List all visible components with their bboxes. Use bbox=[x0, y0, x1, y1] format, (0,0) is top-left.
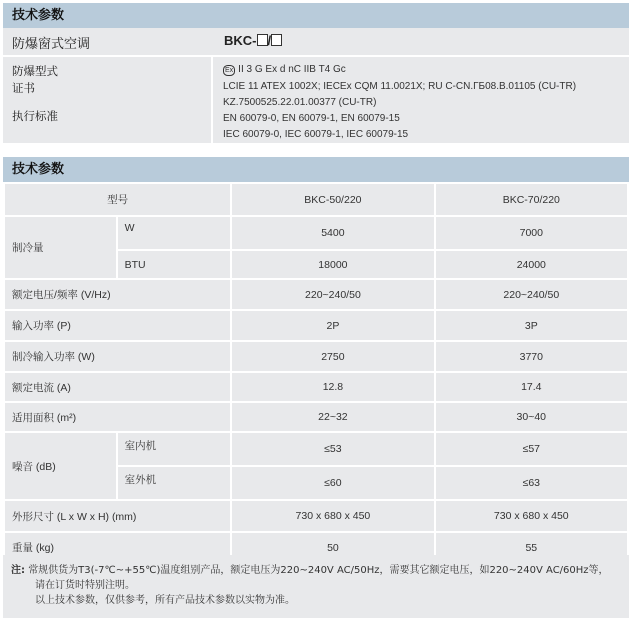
standard-value-1: EN 60079-0, EN 60079-1, EN 60079-15 bbox=[223, 113, 400, 124]
section-header-1: 技术参数 bbox=[3, 3, 629, 28]
table-row bbox=[4, 341, 628, 372]
table-row bbox=[4, 372, 628, 402]
certification-block bbox=[3, 57, 629, 143]
note-prefix: 注: bbox=[11, 565, 25, 576]
model-1: BKC-50/220 bbox=[231, 183, 434, 216]
divider bbox=[211, 57, 213, 143]
table-row bbox=[4, 216, 628, 250]
model-header: 型号 bbox=[4, 183, 231, 216]
cooling-label: 制冷量 bbox=[4, 216, 117, 279]
row-label: 适用面积 (m²) bbox=[4, 402, 231, 432]
standard-value-2: IEC 60079-0, IEC 60079-1, IEC 60079-15 bbox=[223, 129, 409, 140]
note-line-3: 以上技术参数，仅供参考，所有产品技术参数以实物为准。 bbox=[35, 595, 295, 606]
cell: 50 bbox=[231, 532, 434, 563]
row-label: 输入功率 (P) bbox=[4, 310, 231, 341]
cell: 3P bbox=[435, 310, 628, 341]
cell: 2750 bbox=[231, 341, 434, 372]
cell: 2P bbox=[231, 310, 434, 341]
unit-label: W bbox=[117, 216, 232, 250]
placeholder-box-icon bbox=[271, 34, 282, 46]
cell: 220~240/50 bbox=[435, 279, 628, 310]
row-label: 额定电压/频率 (V/Hz) bbox=[4, 279, 231, 310]
cell: 24000 bbox=[435, 250, 628, 279]
table-row bbox=[4, 279, 628, 310]
model-2: BKC-70/220 bbox=[435, 183, 628, 216]
table-row bbox=[4, 432, 628, 466]
table-row bbox=[4, 310, 628, 341]
spec-table bbox=[3, 182, 629, 564]
cell: ≤63 bbox=[435, 466, 628, 500]
model-sep: / bbox=[267, 33, 272, 48]
cell: 30~40 bbox=[435, 402, 628, 432]
label-standard: 执行标准 bbox=[12, 109, 58, 123]
footnote bbox=[3, 555, 629, 618]
note-line-1: 常规供货为T3(-7℃~+55℃)温度组别产品，额定电压为220~240V AC/50Hz，需要其它额定电压，如220~240V AC/60Hz等， bbox=[28, 565, 609, 576]
certificate-value-2: KZ.7500525.22.01.00377 (CU-TR) bbox=[223, 97, 377, 108]
table-row bbox=[4, 402, 628, 432]
unit-label: 室内机 bbox=[117, 432, 232, 466]
cell: 17.4 bbox=[435, 372, 628, 402]
explosion-type-value: II 3 G Ex d nC IIB T4 Gc bbox=[238, 64, 346, 75]
table-row bbox=[4, 500, 628, 532]
product-label: 防爆窗式空调 bbox=[12, 37, 91, 52]
row-label: 外形尺寸 (L x W x H) (mm) bbox=[4, 500, 231, 532]
cell: 730 x 680 x 450 bbox=[231, 500, 434, 532]
row-label: 制冷输入功率 (W) bbox=[4, 341, 231, 372]
cell: 7000 bbox=[435, 216, 628, 250]
cell: 55 bbox=[435, 532, 628, 563]
cell: 22~32 bbox=[231, 402, 434, 432]
cell: 730 x 680 x 450 bbox=[435, 500, 628, 532]
certificate-value-1: LCIE 11 ATEX 1002X; IECEx CQM 11.0021X; RU C-CN.ГБ08.B.01105 (CU-TR) bbox=[223, 81, 577, 92]
note-line-2: 请在订货时特别注明。 bbox=[35, 580, 135, 591]
unit-label: 室外机 bbox=[117, 466, 232, 500]
table-row bbox=[4, 183, 628, 216]
cell: ≤57 bbox=[435, 432, 628, 466]
cell: ≤60 bbox=[231, 466, 434, 500]
product-model bbox=[224, 33, 282, 48]
row-label: 重量 (kg) bbox=[4, 532, 231, 563]
model-prefix: BKC- bbox=[224, 33, 257, 48]
ex-mark-icon: Ex bbox=[225, 67, 234, 74]
label-explosion-type: 防爆型式 bbox=[12, 64, 58, 78]
cell: 5400 bbox=[231, 216, 434, 250]
noise-label: 噪音 (dB) bbox=[4, 432, 117, 500]
cell: ≤53 bbox=[231, 432, 434, 466]
placeholder-box-icon bbox=[257, 34, 268, 46]
cell: 12.8 bbox=[231, 372, 434, 402]
section-header-2: 技术参数 bbox=[3, 157, 629, 182]
label-certificate: 证书 bbox=[12, 81, 35, 95]
cell: 3770 bbox=[435, 341, 628, 372]
cell: 220~240/50 bbox=[231, 279, 434, 310]
row-label: 额定电流 (A) bbox=[4, 372, 231, 402]
unit-label: BTU bbox=[117, 250, 232, 279]
product-row bbox=[3, 28, 629, 57]
cell: 18000 bbox=[231, 250, 434, 279]
